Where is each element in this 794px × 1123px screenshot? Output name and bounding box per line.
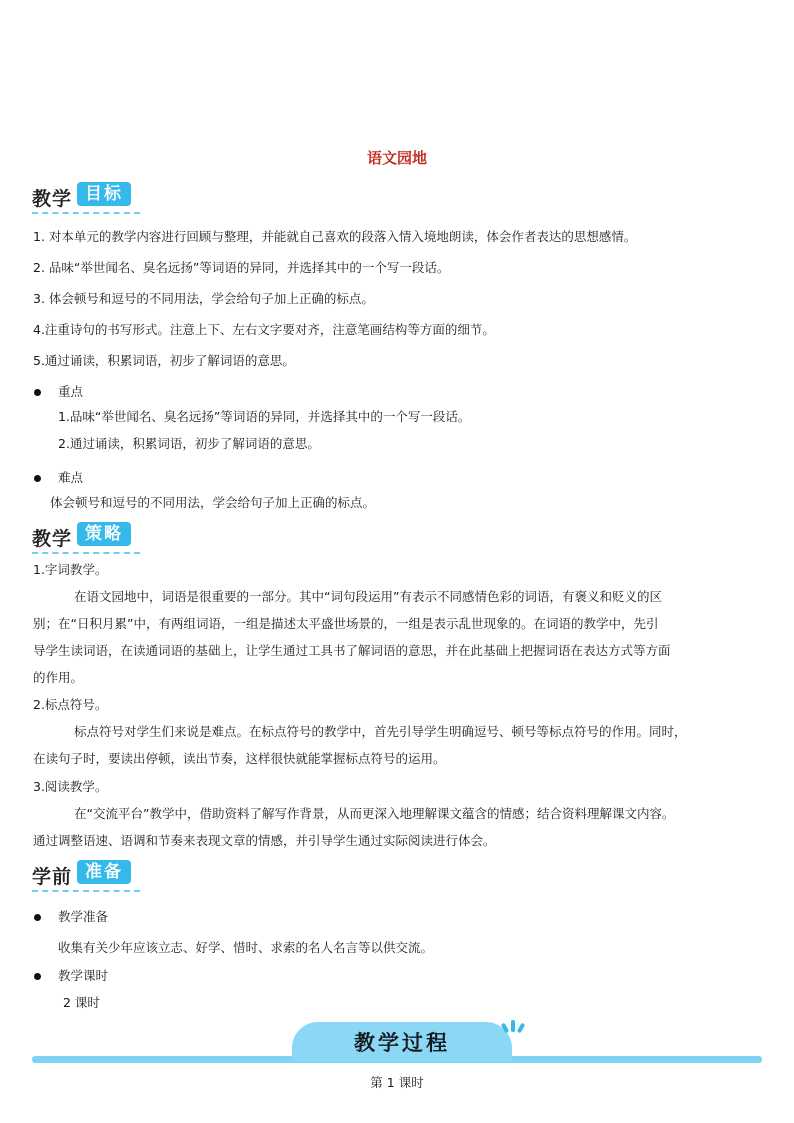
teaching-prep-label: 教学准备 xyxy=(58,909,109,924)
strategy-3-line-2: 通过调整语速、语调和节奏来表现文章的情感，并引导学生通过实际阅读进行体会。 xyxy=(33,833,496,848)
section-header-strategy xyxy=(32,520,144,554)
sparkle-icon xyxy=(517,1023,525,1034)
strategy-1-line-2: 别；在“日积月累”中，有两组词语，一组是描述太平盛世场景的，一组是表示乱世现象的。在词语的教学中，先引 xyxy=(33,616,659,631)
lesson-label: 第 1 课时 xyxy=(370,1075,424,1090)
goal-item-1: 1. 对本单元的教学内容进行回顾与整理，并能就自己喜欢的段落入情入境地朗读，体会作者表达的思想感情。 xyxy=(33,229,637,244)
goal-item-2: 2. 品味“举世闻名、臭名远扬”等词语的异同，并选择其中的一个写一段话。 xyxy=(33,260,450,275)
goal-item-5: 5.通过诵读，积累词语，初步了解词语的意思。 xyxy=(33,353,295,368)
section-header-strategy-dark: 教学 xyxy=(32,528,73,550)
difficulties-label: 难点 xyxy=(58,470,84,485)
key-point-item-2: 2.通过诵读，积累词语，初步了解词语的意思。 xyxy=(58,436,320,451)
section-underline xyxy=(32,212,140,214)
strategy-heading-3: 3.阅读教学。 xyxy=(33,779,108,794)
teaching-prep-text: 收集有关少年应该立志、好学、惜时、求索的名人名言等以供交流。 xyxy=(58,940,434,955)
strategy-heading-2: 2.标点符号。 xyxy=(33,697,108,712)
bullet-icon xyxy=(34,914,41,921)
bullet-icon xyxy=(34,973,41,980)
section-header-goals xyxy=(32,180,144,214)
bullet-icon xyxy=(34,389,41,396)
process-banner: 教学过程 xyxy=(292,1022,512,1062)
goal-item-3: 3. 体会顿号和逗号的不同用法，学会给句子加上正确的标点。 xyxy=(33,291,374,306)
section-header-prep-box: 准备 xyxy=(77,860,131,884)
section-underline xyxy=(32,890,140,892)
key-point-item-1: 1.品味“举世闻名、臭名远扬”等词语的异同，并选择其中的一个写一段话。 xyxy=(58,409,471,424)
strategy-1-line-4: 的作用。 xyxy=(33,670,84,685)
teaching-hours-text: 2 课时 xyxy=(63,995,100,1010)
strategy-heading-1: 1.字词教学。 xyxy=(33,562,108,577)
teaching-hours-label: 教学课时 xyxy=(58,968,109,983)
section-header-goals-box: 目标 xyxy=(77,182,131,206)
bullet-icon xyxy=(34,475,41,482)
key-points-label: 重点 xyxy=(58,384,84,399)
section-header-strategy-box: 策略 xyxy=(77,522,131,546)
sparkle-icon xyxy=(511,1020,515,1032)
strategy-2-line-2: 在读句子时，要读出停顿，读出节奏，这样很快就能掌握标点符号的运用。 xyxy=(33,751,446,766)
strategy-1-line-1: 在语文园地中，词语是很重要的一部分。其中“词句段运用”有表示不同感情色彩的词语，有褒义和贬义的区 xyxy=(74,589,662,604)
strategy-2-line-1: 标点符号对学生们来说是难点。在标点符号的教学中，首先引导学生明确逗号、顿号等标点符号的作用。同时， xyxy=(74,724,687,739)
strategy-3-line-1: 在“交流平台”教学中，借助资料了解写作背景，从而更深入地理解课文蕴含的情感；结合资料理解课文内容。 xyxy=(74,806,675,821)
strategy-1-line-3: 导学生读词语，在读通词语的基础上，让学生通过工具书了解词语的意思，并在此基础上把握词语在表达方式等方面 xyxy=(33,643,671,658)
difficulties-text: 体会顿号和逗号的不同用法，学会给句子加上正确的标点。 xyxy=(50,495,376,510)
goal-item-4: 4.注重诗句的书写形式。注意上下、左右文字要对齐，注意笔画结构等方面的细节。 xyxy=(33,322,495,337)
page-title: 语文园地 xyxy=(366,149,427,167)
section-header-prep-dark: 学前 xyxy=(32,866,73,888)
section-underline xyxy=(32,552,140,554)
section-header-prep xyxy=(32,858,144,892)
section-header-goals-dark: 教学 xyxy=(32,188,73,210)
